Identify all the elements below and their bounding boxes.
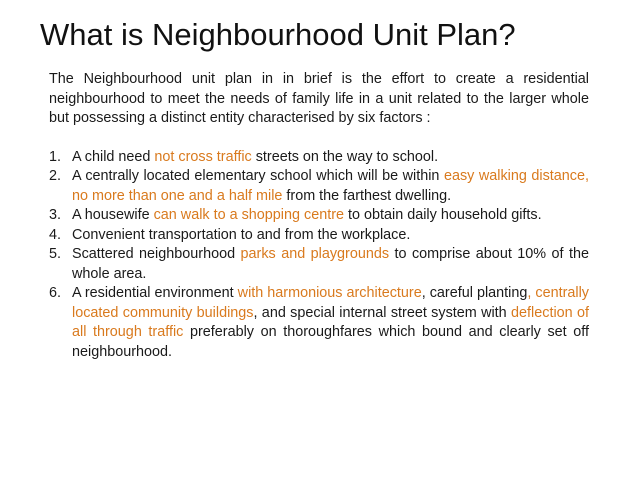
text-segment: from the farthest dwelling.: [282, 187, 452, 204]
highlighted-phrase: can walk to a shopping centre: [153, 207, 345, 223]
highlighted-phrase: not cross traffic: [154, 148, 252, 165]
list-item-text: [72, 149, 438, 165]
list-item-text: [72, 246, 589, 282]
list-item-text: [72, 285, 589, 360]
list-item-number: 6.: [49, 285, 62, 301]
highlighted-phrase: , centrally located community buildings: [72, 285, 589, 321]
factor-list: [49, 148, 589, 363]
list-item: [49, 284, 589, 362]
text-segment: A centrally located elementary school which will be within: [72, 168, 444, 184]
list-item: [49, 206, 589, 226]
list-item-number: 4.: [49, 226, 62, 243]
list-item-text: [72, 227, 410, 243]
text-segment: Convenient transportation to and from the workplace.: [72, 226, 411, 243]
list-item: [49, 148, 589, 168]
list-item-text: [72, 207, 542, 223]
text-segment: , careful planting: [421, 285, 528, 301]
text-segment: A residential environment: [72, 285, 238, 301]
slide-body: [49, 70, 589, 362]
text-segment: Scattered neighbourhood: [72, 246, 241, 262]
highlighted-phrase: with harmonious architecture: [237, 285, 422, 301]
list-item: [49, 245, 589, 284]
list-item-text: [72, 168, 589, 204]
intro-paragraph: The Neighbourhood unit plan in in brief is the effort to create a residential neighbourhood to meet the needs of family life in a unit related to the larger whole but possessing a distinct entity characterised by six factors :: [49, 71, 589, 126]
highlighted-phrase: easy walking distance, no more than one and a half mile: [72, 168, 590, 204]
text-segment: to comprise about 10% of the whole area.: [72, 246, 589, 282]
slide-title: What is Neighbourhood Unit Plan?: [40, 17, 516, 52]
highlighted-phrase: deflection of all through traffic: [72, 304, 589, 340]
list-item-number: 1.: [49, 148, 62, 165]
highlighted-phrase: parks and playgrounds: [240, 246, 390, 262]
list-item-number: 2.: [49, 168, 62, 184]
text-segment: A housewife: [72, 207, 154, 223]
list-item-number: 5.: [49, 246, 62, 262]
text-segment: streets on the way to school.: [251, 148, 439, 165]
list-item-number: 3.: [49, 207, 62, 223]
list-item: [49, 226, 589, 246]
text-segment: , and special internal street system with: [253, 304, 512, 321]
text-segment: A child need: [72, 148, 155, 165]
text-segment: preferably on thoroughfares which bound and clearly set off neighbourhood.: [72, 324, 590, 360]
list-item: [49, 167, 589, 206]
text-segment: to obtain daily household gifts.: [344, 207, 542, 223]
